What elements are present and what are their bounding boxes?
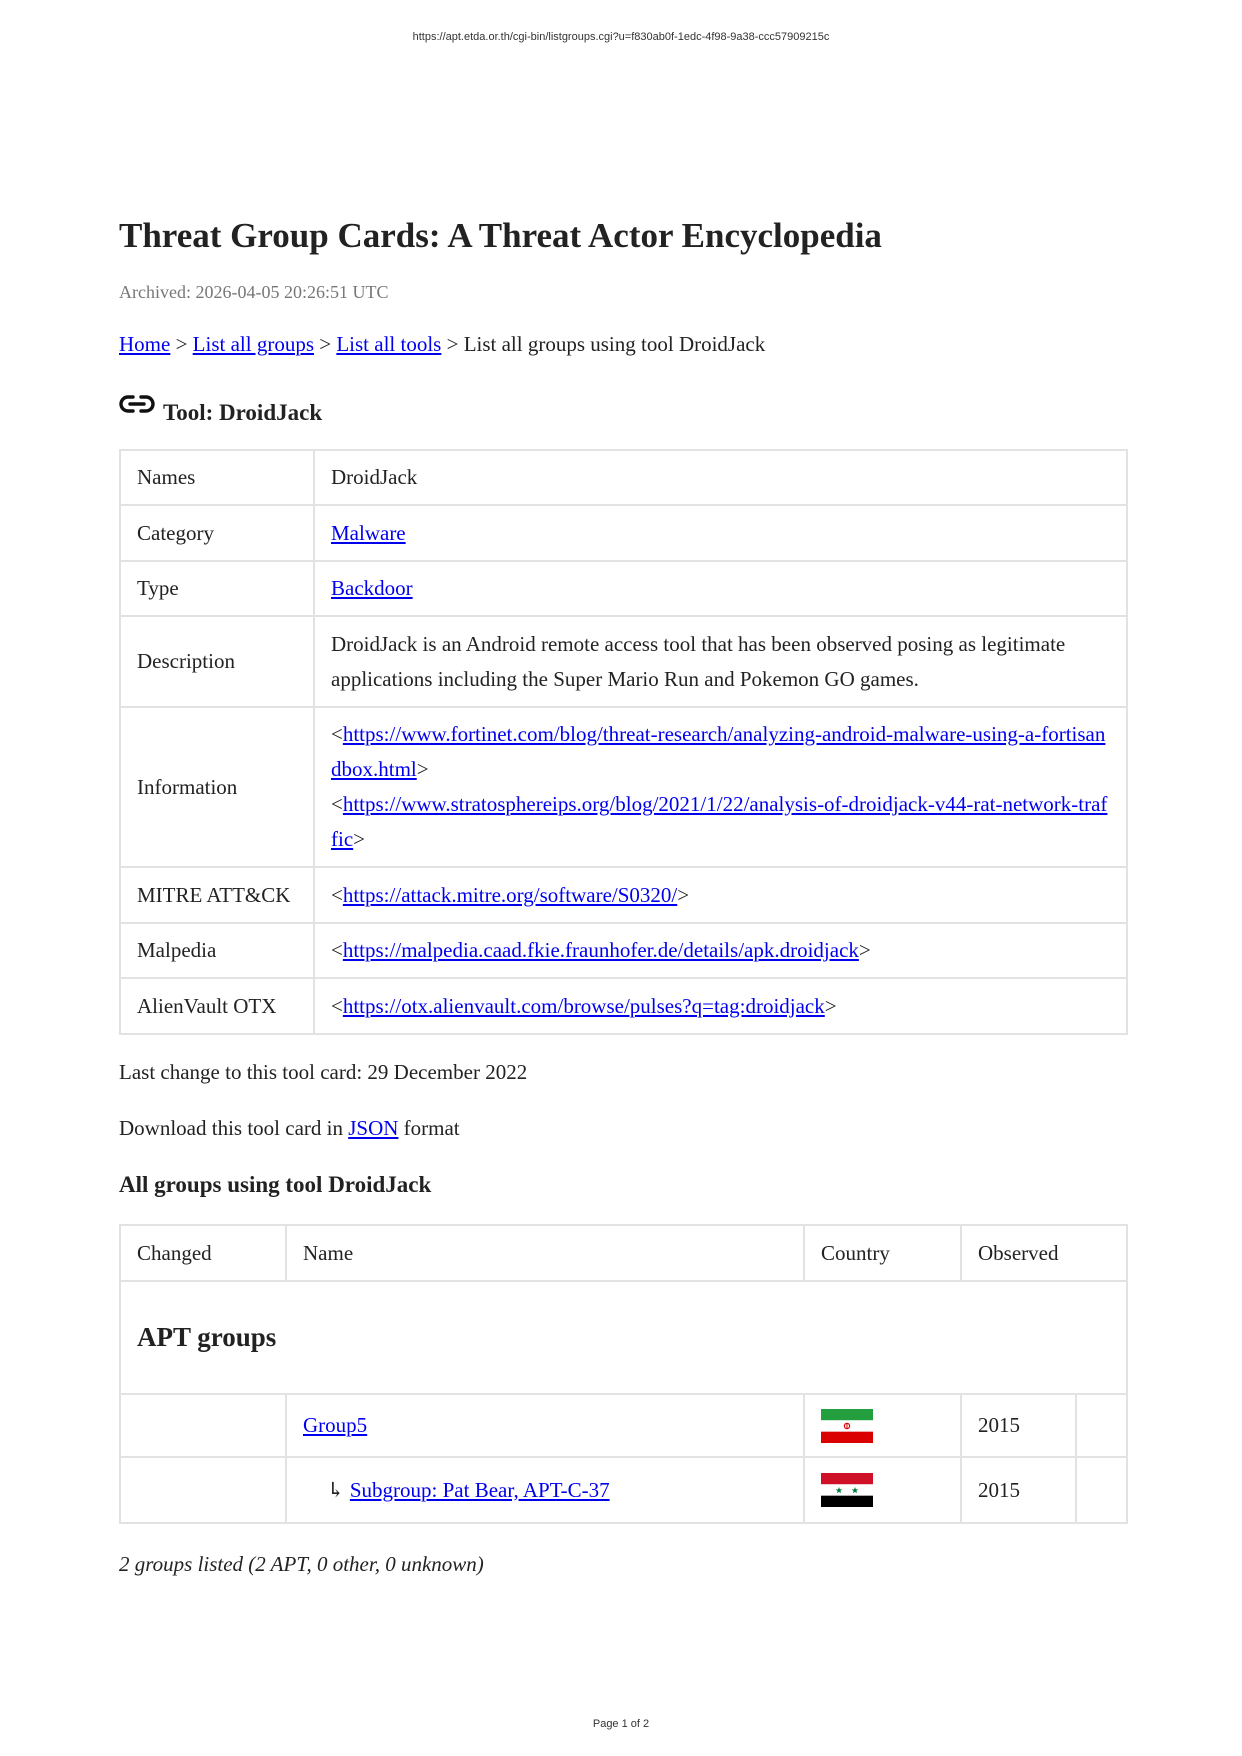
- type-link[interactable]: Backdoor: [331, 576, 413, 600]
- breadcrumb-separator: >: [441, 332, 464, 356]
- category-label: Category: [120, 505, 314, 561]
- tool-heading: [119, 388, 1128, 428]
- changed-cell: [120, 1457, 286, 1523]
- changed-header: Changed: [120, 1225, 286, 1281]
- name-cell: [286, 1457, 804, 1523]
- page-footer: Page 1 of 2: [592, 1718, 650, 1730]
- page-title: Threat Group Cards: A Threat Actor Encyclopedia: [119, 216, 882, 255]
- otx-cell: <https://otx.alienvault.com/browse/pulses?q=tag:droidjack>: [314, 978, 1127, 1034]
- observed-cell: 2015: [961, 1457, 1076, 1523]
- table-row: [120, 1457, 1127, 1523]
- table-row: [120, 1394, 1127, 1457]
- download-line: Download this tool card in JSON format: [119, 1116, 460, 1140]
- information-entry: <https://www.fortinet.com/blog/threat-research/analyzing-android-malware-using-a-fortisandbox.html>: [331, 722, 1106, 781]
- table-header-row: [120, 1225, 1127, 1281]
- iran-flag-icon: [821, 1409, 873, 1443]
- table-row: [120, 561, 1127, 616]
- malpedia-cell: <https://malpedia.caad.fkie.fraunhofer.de/details/apk.droidjack>: [314, 923, 1127, 978]
- otx-link[interactable]: https://otx.alienvault.com/browse/pulses?q=tag:droidjack: [342, 993, 825, 1018]
- subgroup-arrow-icon: ↳: [327, 1477, 350, 1502]
- information-label: Information: [120, 707, 314, 867]
- breadcrumb-home-link[interactable]: Home: [119, 332, 171, 356]
- information-entry: <https://www.stratosphereips.org/blog/2021/1/22/analysis-of-droidjack-v44-rat-network-traffic>: [331, 792, 1108, 851]
- breadcrumb-tools-link[interactable]: List all tools: [336, 332, 442, 356]
- apt-groups-section-title: APT groups: [120, 1281, 1127, 1394]
- mitre-label: MITRE ATT&CK: [120, 867, 314, 923]
- country-cell: [804, 1457, 961, 1523]
- country-cell: [804, 1394, 961, 1457]
- table-row: [120, 867, 1127, 923]
- breadcrumb-separator: >: [170, 332, 193, 356]
- names-label: Names: [120, 450, 314, 505]
- breadcrumb: [119, 330, 1128, 358]
- observed-header: Observed: [961, 1225, 1127, 1281]
- changed-cell: [120, 1394, 286, 1457]
- table-row: [120, 450, 1127, 505]
- json-download-link[interactable]: JSON: [348, 1116, 399, 1140]
- extra-cell: [1076, 1394, 1127, 1457]
- stratosphere-link[interactable]: https://www.stratosphereips.org/blog/2021/1/22/analysis-of-droidjack-v44-rat-network-traffic: [331, 792, 1108, 851]
- last-change: Last change to this tool card: 29 December 2022: [119, 1060, 528, 1084]
- main-content: [119, 214, 1128, 1578]
- link-icon: [119, 390, 155, 418]
- syria-flag-icon: [821, 1473, 873, 1507]
- type-label: Type: [120, 561, 314, 616]
- section-row: [120, 1281, 1127, 1394]
- breadcrumb-separator: >: [314, 332, 337, 356]
- category-cell: [314, 505, 1127, 561]
- category-link[interactable]: Malware: [331, 520, 406, 545]
- archived-timestamp: Archived: 2026-04-05 20:26:51 UTC: [119, 282, 389, 302]
- extra-cell: [1076, 1457, 1127, 1523]
- type-cell: [314, 561, 1127, 616]
- malpedia-label: Malpedia: [120, 923, 314, 978]
- malpedia-link[interactable]: https://malpedia.caad.fkie.fraunhofer.de/details/apk.droidjack: [342, 938, 859, 962]
- subgroup-link[interactable]: Subgroup: Pat Bear, APT-C-37: [349, 1477, 610, 1502]
- mitre-cell: <https://attack.mitre.org/software/S0320/>: [314, 867, 1127, 923]
- name-cell: [286, 1394, 804, 1457]
- mitre-link[interactable]: https://attack.mitre.org/software/S0320/: [342, 882, 678, 907]
- groups-summary: 2 groups listed (2 APT, 0 other, 0 unknown): [119, 1552, 484, 1576]
- observed-cell: 2015: [961, 1394, 1076, 1457]
- breadcrumb-current: List all groups using tool DroidJack: [463, 332, 766, 356]
- name-header: Name: [286, 1225, 804, 1281]
- country-header: Country: [804, 1225, 961, 1281]
- tool-info-table: [119, 449, 1128, 1035]
- groups-heading: All groups using tool DroidJack: [119, 1172, 432, 1197]
- description-label: Description: [120, 616, 314, 707]
- table-row: [120, 505, 1127, 561]
- tool-title: Tool: DroidJack: [163, 400, 323, 425]
- table-row: [120, 978, 1127, 1034]
- table-row: [120, 616, 1127, 707]
- table-row: [120, 707, 1127, 867]
- information-cell: [314, 707, 1127, 867]
- description-value: DroidJack is an Android remote access tool that has been observed posing as legitimate applications including the Super Mario Run and Pokemon GO games.: [314, 616, 1127, 707]
- group-link[interactable]: Group5: [303, 1413, 368, 1437]
- breadcrumb-groups-link[interactable]: List all groups: [192, 332, 314, 356]
- fortinet-link[interactable]: https://www.fortinet.com/blog/threat-research/analyzing-android-malware-using-a-fortisandbox.html: [331, 722, 1106, 781]
- table-row: [120, 923, 1127, 978]
- otx-label: AlienVault OTX: [120, 978, 314, 1034]
- groups-table: [119, 1224, 1128, 1524]
- names-value: DroidJack: [314, 450, 1127, 505]
- page-header-url: https://apt.etda.or.th/cgi-bin/listgroups.cgi?u=f830ab0f-1edc-4f98-9a38-ccc57909215c: [412, 31, 830, 43]
